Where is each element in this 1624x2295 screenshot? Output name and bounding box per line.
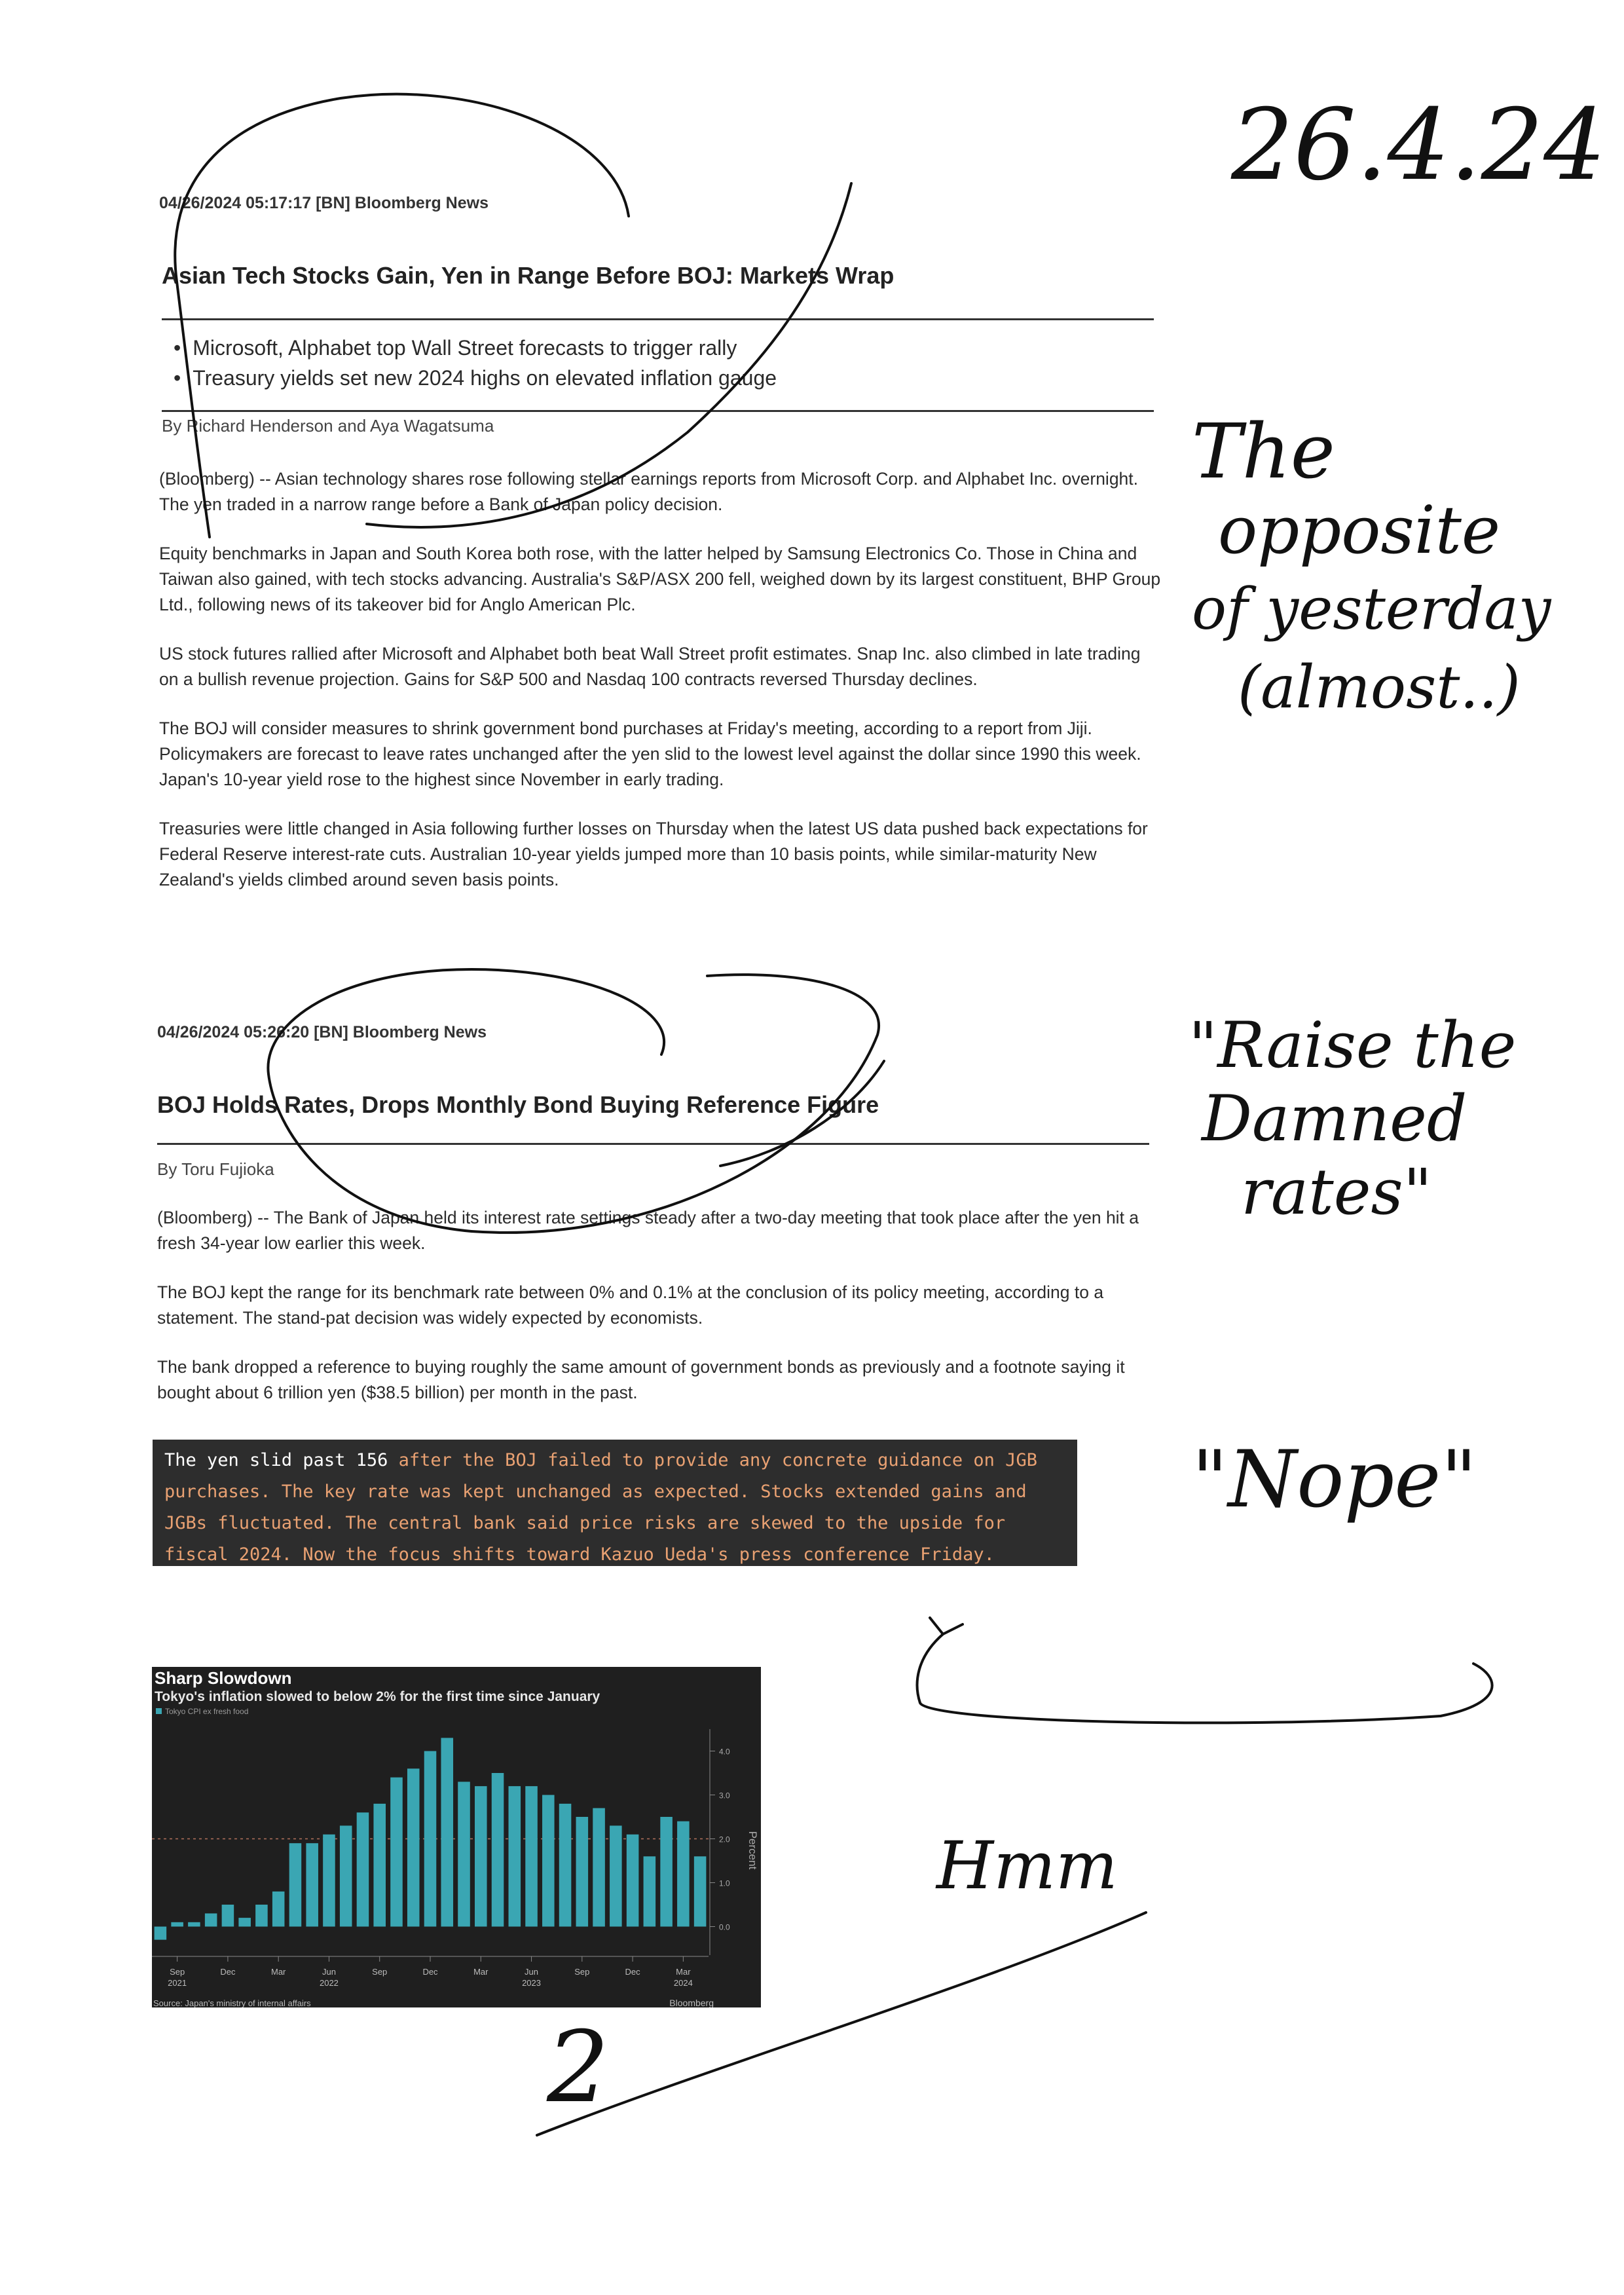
bar: [542, 1795, 555, 1927]
note-line: (almost..): [1238, 653, 1521, 722]
handwritten-note-3: "Nope": [1192, 1434, 1477, 1525]
note-line: The: [1192, 408, 1335, 496]
bar: [155, 1927, 167, 1940]
article1-body: [159, 466, 1161, 916]
legend-label: Tokyo CPI ex fresh food: [165, 1707, 249, 1716]
bar: [407, 1768, 420, 1926]
x-tick-label: Mar: [473, 1967, 489, 1977]
bar: [677, 1821, 690, 1927]
bar: [323, 1835, 335, 1927]
bloomberg-logo: Bloomberg: [669, 1998, 714, 2007]
highlight-box: [153, 1440, 1077, 1566]
paragraph: US stock futures rallied after Microsoft and Alphabet both beat Wall Street profit estimates. Snap Inc. also climbed in late trading on a bullish revenue projection. Gains for S&P 500 and Nasdaq 100 contracts reversed Thursday declines.: [159, 644, 1141, 689]
legend-swatch: [156, 1708, 162, 1714]
x-tick-label: Dec: [220, 1967, 236, 1977]
paragraph: The BOJ kept the range for its benchmark rate between 0% and 0.1% at the conclusion of its policy meeting, according to a statement. The stand-pat decision was widely expected by economists.: [157, 1282, 1104, 1328]
handwritten-date: 26.4.24: [1231, 88, 1606, 202]
article2-meta: 04/26/2024 05:26:20 [BN] Bloomberg News: [157, 1023, 487, 1041]
x-tick-label: Sep: [372, 1967, 388, 1977]
x-tick-year: 2022: [319, 1978, 339, 1988]
bar: [492, 1773, 504, 1927]
x-tick-label: Sep: [170, 1967, 185, 1977]
x-tick-label: Dec: [625, 1967, 640, 1977]
paragraph: The BOJ will consider measures to shrink government bond purchases at Friday's meeting, according to a report from Jiji. Policymakers are forecast to leave rates unchanged after the yen slid to the lowest level against the dollar since 1990 this week. Japan's 10-year yield rose to the highest since November in early trading.: [159, 718, 1141, 789]
x-tick-label: Mar: [676, 1967, 691, 1977]
bar: [390, 1778, 403, 1927]
x-tick-year: 2021: [168, 1978, 187, 1988]
bar: [357, 1812, 369, 1926]
note-line: Damned: [1202, 1082, 1467, 1155]
paragraph: (Bloomberg) -- The Bank of Japan held its interest rate settings steady after a two-day meeting that took place after the yen hit a fresh 34-year low earlier this week.: [157, 1208, 1139, 1253]
chart-subtitle: Tokyo's inflation slowed to below 2% for the first time since January: [155, 1689, 600, 1704]
bar: [509, 1786, 521, 1926]
inflation-chart: [152, 1667, 761, 2007]
y-tick-label: 1.0: [719, 1878, 730, 1888]
x-tick-label: Mar: [270, 1967, 286, 1977]
note-line: "Raise the: [1189, 1009, 1517, 1082]
note-line: rates": [1241, 1155, 1432, 1229]
article1-bullets: [174, 333, 777, 393]
bar: [171, 1922, 183, 1927]
bar: [610, 1825, 622, 1926]
chart-source: Source: Japan's ministry of internal affairs: [153, 1998, 311, 2007]
bar: [424, 1751, 437, 1927]
paragraph: (Bloomberg) -- Asian technology shares rose following stellar earnings reports from Microsoft Corp. and Alphabet Inc. overnight. The yen traded in a narrow range before a Bank of Japan policy decision.: [159, 469, 1139, 514]
article1-meta: 04/26/2024 05:17:17 [BN] Bloomberg News: [159, 194, 489, 212]
y-axis-label: Percent: [747, 1831, 759, 1870]
divider: [162, 318, 1154, 320]
highlight-lead: The yen slid past 156: [164, 1450, 388, 1470]
bar: [627, 1835, 639, 1927]
bar: [238, 1918, 251, 1926]
x-tick-year: 2024: [673, 1978, 693, 1988]
bar: [559, 1804, 572, 1927]
chart-title: Sharp Slowdown: [155, 1668, 292, 1688]
handwritten-note-1: [1179, 408, 1551, 727]
bar: [694, 1856, 707, 1926]
article2-headline: BOJ Holds Rates, Drops Monthly Bond Buying Reference Figure: [157, 1091, 879, 1118]
bar: [289, 1843, 302, 1926]
x-tick-year: 2023: [522, 1978, 542, 1988]
y-tick-label: 4.0: [719, 1747, 730, 1757]
y-tick-label: 3.0: [719, 1791, 730, 1801]
x-tick-label: Dec: [422, 1967, 438, 1977]
bar: [272, 1892, 285, 1927]
bar: [576, 1817, 589, 1927]
highlight-text: after the BOJ failed to provide any concrete guidance on JGB purchases. The key rate was kept unchanged as expected. Stocks extended gains and JGBs fluctuated. The central bank said price risks are skewed to the upside for fiscal 2024. Now the focus shifts toward Kazuo Ueda's press conference Friday.: [164, 1450, 1037, 1565]
bullet-item: • Microsoft, Alphabet top Wall Street forecasts to trigger rally: [174, 333, 777, 363]
bar: [188, 1922, 200, 1927]
y-tick-label: 2.0: [719, 1835, 730, 1844]
ink-arrow-head: [930, 1618, 963, 1634]
bar: [525, 1786, 538, 1926]
bar: [306, 1843, 318, 1926]
bar: [255, 1905, 268, 1927]
bar: [222, 1905, 234, 1927]
bar: [340, 1825, 352, 1926]
ink-arrow: [917, 1634, 1492, 1723]
bullet-item: • Treasury yields set new 2024 highs on elevated inflation gauge: [174, 363, 777, 393]
handwritten-note-2: [1189, 1009, 1516, 1229]
divider: [162, 410, 1154, 412]
paragraph: Equity benchmarks in Japan and South Korea both rose, with the latter helped by Samsung Electronics Co. Those in China and Taiwan also gained, with tech stocks advancing. Australia's S&P/ASX 200 fell, weighed down by its largest constituent, BHP Group Ltd., following news of its takeover bid for Anglo American Plc.: [159, 544, 1161, 614]
bar: [373, 1804, 386, 1927]
handwritten-note-4: Hmm: [936, 1827, 1118, 1904]
x-tick-label: Jun: [525, 1967, 539, 1977]
bar: [441, 1738, 453, 1926]
bar: [593, 1808, 605, 1927]
x-tick-label: Jun: [322, 1967, 336, 1977]
bar: [458, 1782, 470, 1926]
bar: [644, 1856, 656, 1926]
bar: [660, 1817, 673, 1927]
note-line: opposite: [1218, 492, 1501, 569]
x-tick-label: Sep: [574, 1967, 590, 1977]
paragraph: Treasuries were little changed in Asia following further losses on Thursday when the latest US data pushed back expectations for Federal Reserve interest-rate cuts. Australian 10-year yields jumped more than 10 basis points, while similar-maturity New Zealand's yields climbed around seven basis points.: [159, 819, 1148, 889]
note-line: of yesterday: [1192, 575, 1551, 643]
bar: [205, 1913, 217, 1926]
bar: [475, 1786, 487, 1926]
article2-byline: By Toru Fujioka: [157, 1159, 274, 1179]
paragraph: The bank dropped a reference to buying roughly the same amount of government bonds as previously and a footnote saying it bought about 6 trillion yen ($38.5 billion) per month in the past.: [157, 1357, 1125, 1402]
article2-body: [157, 1205, 1159, 1429]
article1-byline: By Richard Henderson and Aya Wagatsuma: [162, 416, 494, 436]
y-tick-label: 0.0: [719, 1922, 730, 1932]
divider: [157, 1143, 1149, 1145]
article1-headline: Asian Tech Stocks Gain, Yen in Range Before BOJ: Markets Wrap: [162, 262, 895, 289]
handwritten-page-number: 2: [547, 2011, 610, 2125]
